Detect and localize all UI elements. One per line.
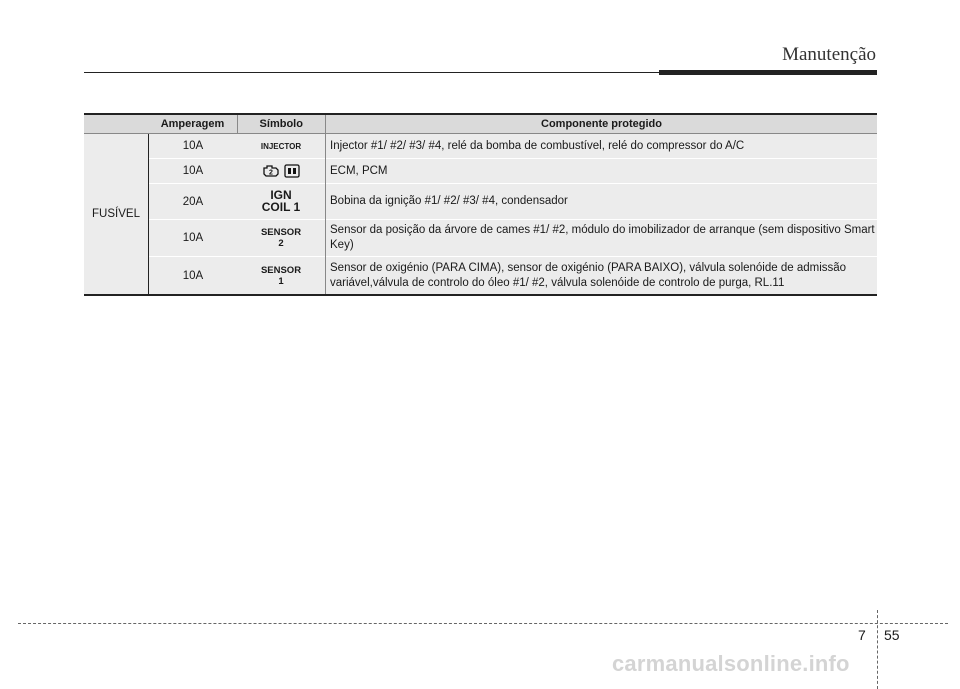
symbol-line-2: 2: [278, 238, 284, 249]
header-rule-thin: [84, 72, 659, 73]
header-amperage: Amperagem: [149, 114, 238, 134]
sensor-1-symbol: [261, 265, 301, 287]
amperage-cell: 10A: [149, 134, 238, 159]
table-header-row: [84, 114, 877, 134]
injector-symbol: INJECTOR: [260, 142, 302, 151]
footer-dashed-line: [18, 623, 948, 624]
table-row: [84, 220, 877, 257]
fuse-table: [84, 113, 877, 296]
amperage-cell: 20A: [149, 184, 238, 220]
header-blank: [84, 114, 149, 134]
amperage-cell: 10A: [149, 257, 238, 296]
symbol-line-1: IGN: [270, 188, 292, 202]
table-row: [84, 184, 877, 220]
symbol-cell: [237, 184, 326, 220]
symbol-cell: [237, 134, 326, 159]
symbol-line-2: 1: [278, 275, 284, 287]
ecu-module-icon: [284, 164, 300, 178]
watermark: carmanualsonline.info: [612, 651, 850, 676]
table-row: [84, 159, 877, 184]
ign-coil-symbol: [262, 189, 300, 213]
symbol-cell: [237, 159, 326, 184]
header-symbol: Símbolo: [237, 114, 326, 134]
page-number: 55: [884, 627, 900, 643]
component-cell: Injector #1/ #2/ #3/ #4, relé da bomba de combustível, relé do compressor do A/C: [326, 134, 878, 159]
header-rule-thick: [659, 70, 877, 75]
engine-icon: [262, 164, 280, 178]
symbol-line-1: SENSOR: [260, 227, 302, 238]
amperage-cell: 10A: [149, 220, 238, 257]
engine-icon-number: 2: [269, 169, 273, 177]
header-component: Componente protegido: [326, 114, 878, 134]
amperage-cell: 10A: [149, 159, 238, 184]
sensor-2-symbol: [261, 227, 301, 249]
symbol-cell: [237, 220, 326, 257]
symbol-line-1: SENSOR: [260, 264, 302, 276]
section-title: Manutenção: [782, 44, 876, 65]
component-cell: Bobina da ignição #1/ #2/ #3/ #4, condensador: [326, 184, 878, 220]
footer-dashed-divider: [877, 610, 878, 689]
component-cell: ECM, PCM: [326, 159, 878, 184]
ecm-symbol: [262, 164, 300, 178]
chapter-number: 7: [858, 627, 866, 643]
component-cell: Sensor de oxigénio (PARA CIMA), sensor de oxigénio (PARA BAIXO), válvula solenóide de admissão variável,válvula de controlo do óleo #1/ #2, válvula solenóide de controlo de purga, RL.11: [326, 257, 878, 296]
symbol-line-2: COIL 1: [261, 200, 301, 214]
symbol-cell: [237, 257, 326, 296]
table-row: [84, 257, 877, 296]
fuse-group-label: FUSÍVEL: [84, 134, 149, 296]
table-row: [84, 134, 877, 159]
component-cell: Sensor da posição da árvore de cames #1/ #2, módulo do imobilizador de arranque (sem dispositivo Smart Key): [326, 220, 878, 257]
